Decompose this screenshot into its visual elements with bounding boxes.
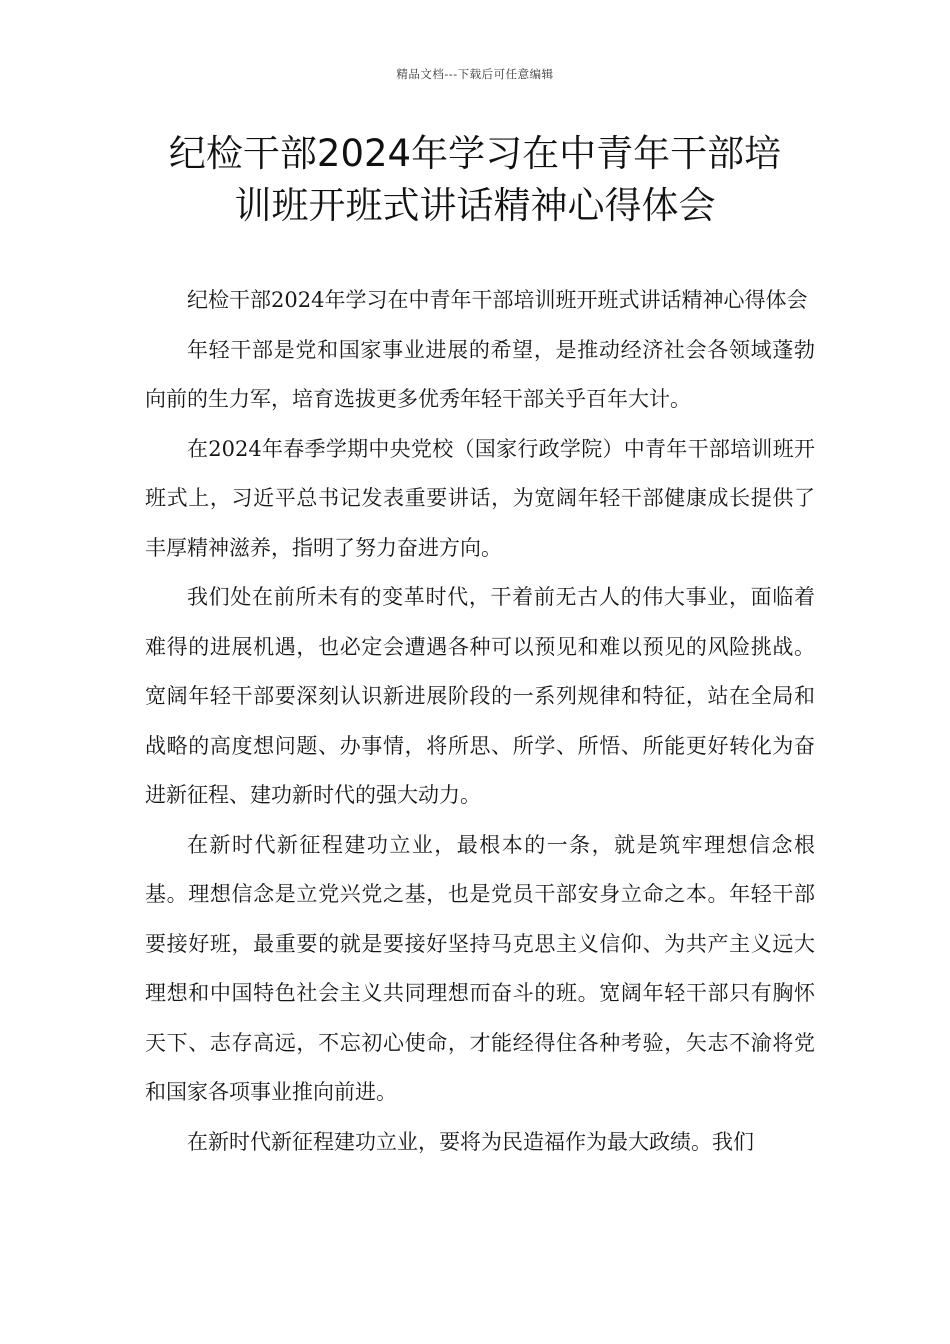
paragraph-2: 年轻干部是党和国家事业进展的希望，是推动经济社会各领域蓬勃向前的生力军，培育选拔更多优秀年轻干部关乎百年大计。 xyxy=(145,337,815,411)
document-title xyxy=(120,128,830,232)
paragraph-6: 在新时代新征程建功立业，要将为民造福作为最大政绩。我们 xyxy=(187,1129,754,1154)
title-line-2: 训班开班式讲话精神心得体会 xyxy=(234,184,716,227)
paragraph-4: 我们处在前所未有的变革时代，干着前无古人的伟大事业，面临着难得的进展机遇，也必定会遭遇各种可以预见和难以预见的风险挑战。宽阔年轻干部要深刻认识新进展阶段的一系列规律和特征，站在全局和战略的高度想问题、办事情，将所思、所学、所悟、所能更好转化为奋进新征程、建功新时代的强大动力。 xyxy=(145,585,815,807)
paragraph-1: 纪检干部2024年学习在中青年干部培训班开班式讲话精神心得体会 xyxy=(187,288,808,312)
paragraph-5: 在新时代新征程建功立业，最根本的一条，就是筑牢理想信念根基。理想信念是立党兴党之基，也是党员干部安身立命之本。年轻干部要接好班，最重要的就是要接好坚持马克思主义信仰、为共产主义远大理想和中国特色社会主义共同理想而奋斗的班。宽阔年轻干部只有胸怀天下、志存高远，不忘初心使命，才能经得住各种考验，矢志不渝将党和国家各项事业推向前进。 xyxy=(145,832,815,1104)
paragraph-3: 在2024年春季学期中央党校（国家行政学院）中青年干部培训班开班式上，习近平总书记发表重要讲话，为宽阔年轻干部健康成长提供了丰厚精神滋养，指明了努力奋进方向。 xyxy=(145,436,815,560)
header-note: 精品文档---下载后可任意编辑 xyxy=(396,67,554,81)
document-body xyxy=(145,276,815,1167)
title-line-1: 纪检干部2024年学习在中青年干部培 xyxy=(168,132,782,175)
